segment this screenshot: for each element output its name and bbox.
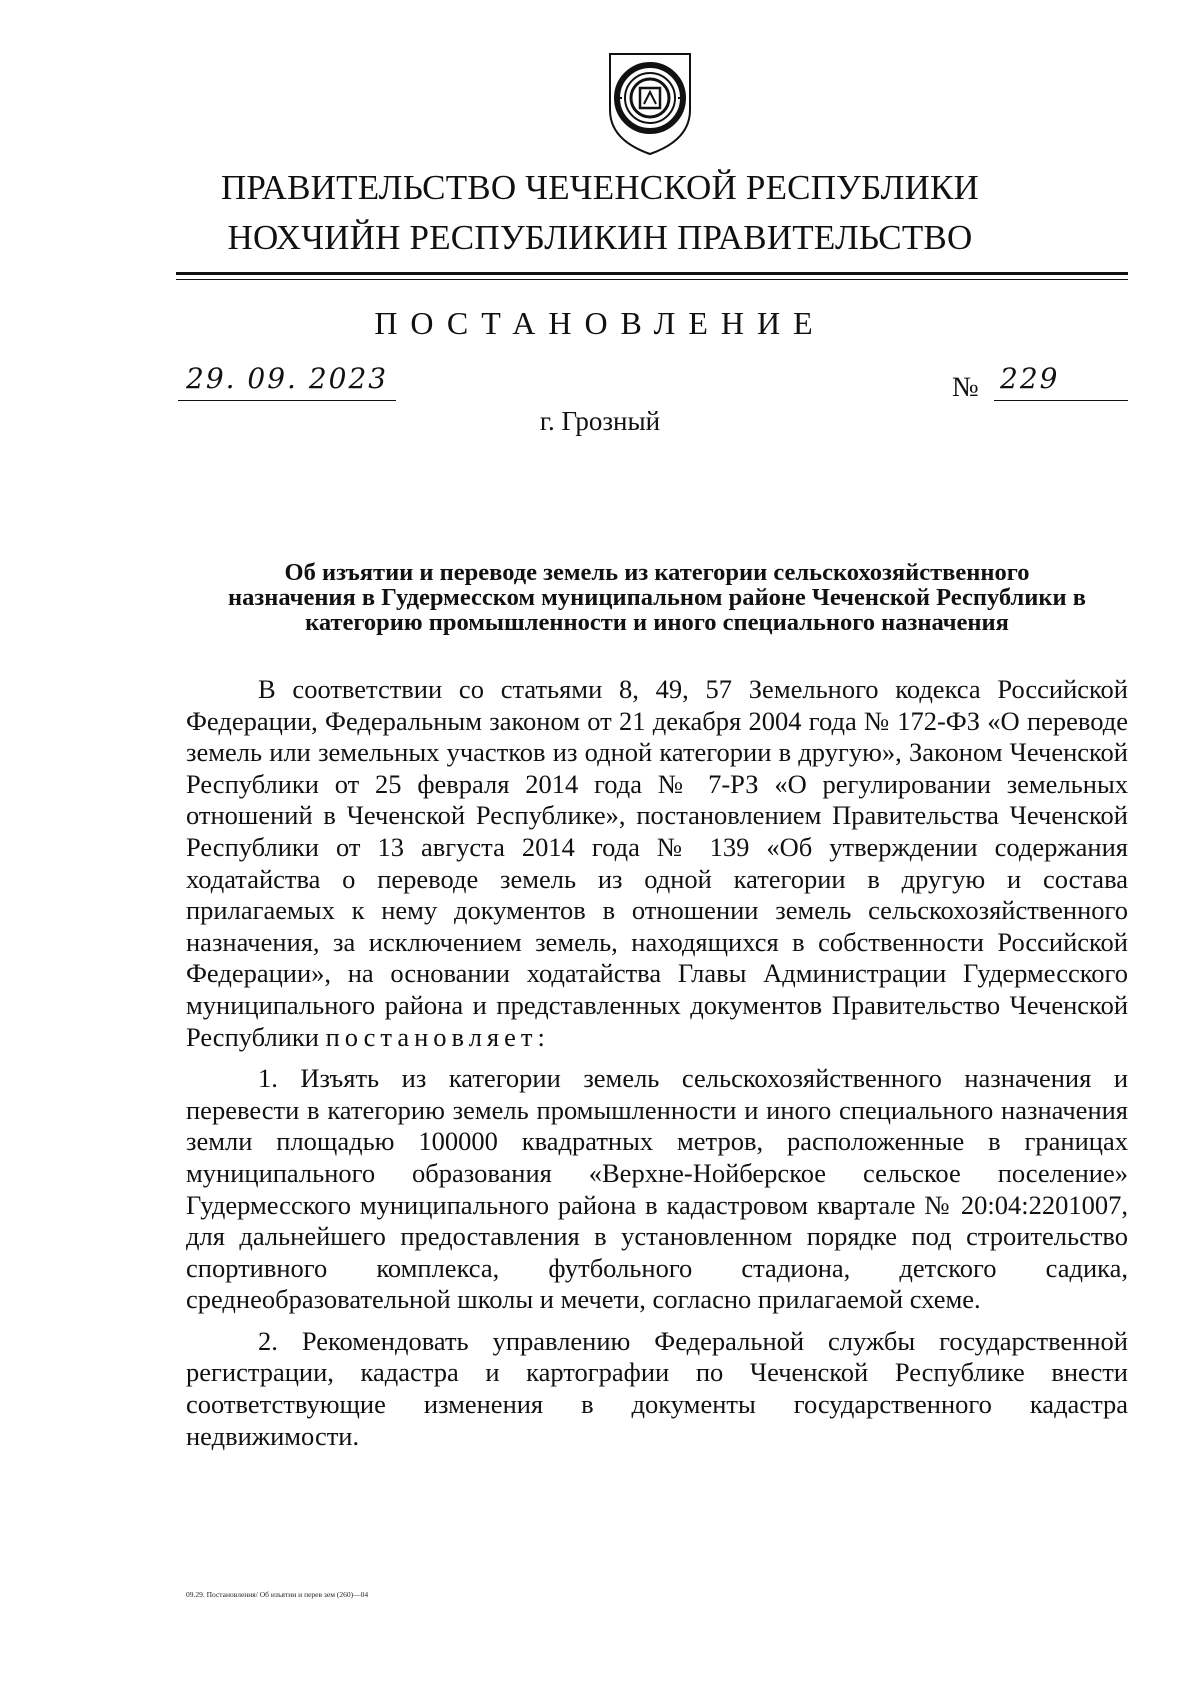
header-divider-thin	[176, 279, 1128, 280]
header-divider-thick	[176, 272, 1128, 275]
title-line: Об изъятии и переводе земель из категории сельскохозяйственного	[284, 559, 1030, 586]
government-name-chechen: НОХЧИЙН РЕСПУБЛИКИН ПРАВИТЕЛЬСТВО	[227, 218, 973, 257]
title-line: категорию промышленности и иного специального назначения	[305, 609, 1009, 636]
coat-of-arms-emblem	[604, 48, 696, 158]
document-date: 29. 09. 2023	[186, 362, 389, 395]
file-reference-footer: 09.29. Постановления/ Об изъятии и перев зем (260)—04	[186, 1590, 369, 1599]
item-2-paragraph: 2. Рекомендовать управлению Федеральной службы государственной регистрации, кадастра и картографии по Чеченской Республике внести соответствующие изменения в документы государственного кадастра недвижимости.	[186, 1325, 1128, 1451]
document-type: ПОСТАНОВЛЕНИЕ	[374, 305, 826, 341]
title-line: назначения в Гудермесском муниципальном районе Чеченской Республики в	[228, 584, 1086, 611]
document-title	[186, 560, 1128, 635]
resolves-word: постановляет:	[325, 1021, 550, 1052]
date-underline	[178, 400, 396, 401]
document-number: 229	[1000, 362, 1060, 395]
issue-city: г. Грозный	[539, 406, 661, 436]
government-name-russian: ПРАВИТЕЛЬСТВО ЧЕЧЕНСКОЙ РЕСПУБЛИКИ	[220, 168, 980, 207]
preamble-text: В соответствии со статьями 8, 49, 57 Земельного кодекса Российской Федерации, Федеральным законом от 21 декабря 2004 года № 172-ФЗ «О переводе земель или земельных участков из одной категории в другую», Законом Чеченской Республики от 25 февраля 2014 года № 7-РЗ «О регулировании земельных отношений в Чеченской Республике», постановлением Правительства Чеченской Республики от 13 августа 2014 года № 139 «Об утверждении содержания ходатайства о переводе земель из одной категории в другую и состава прилагаемых к нему документов в отношении земель сельскохозяйственного назначения, за исключением земель, находящихся в собственности Российской Федерации», на основании ходатайства Главы Администрации Гудермесского муниципального района и представленных документов Правительство Чеченской Республики	[186, 674, 1128, 1052]
item-1-paragraph: 1. Изъять из категории земель сельскохозяйственного назначения и перевести в категорию земель промышленности и иного специального назначения земли площадью 100000 квадратных метров, расположенные в границах муниципального образования «Верхне-Нойберское сельское поселение» Гудермесского муниципального района в кадастровом квартале № 20:04:2201007, для дальнейшего предоставления в установленном порядке под строительство спортивного комплекса, футбольного стадиона, детского садика, среднеобразовательной школы и мечети, согласно прилагаемой схеме.	[186, 1063, 1128, 1315]
number-sign: №	[952, 372, 979, 403]
number-underline	[994, 400, 1128, 401]
document-body	[186, 674, 1128, 1452]
preamble-paragraph	[186, 674, 1128, 1053]
